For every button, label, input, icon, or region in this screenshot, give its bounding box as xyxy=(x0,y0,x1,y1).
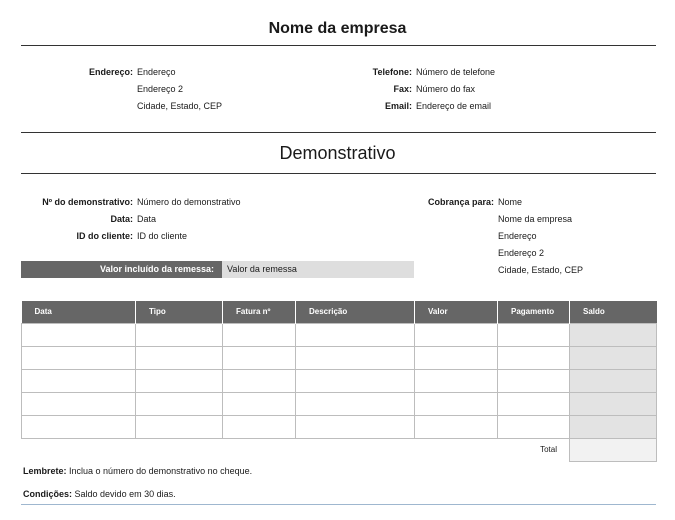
table-cell[interactable] xyxy=(22,392,136,415)
table-cell[interactable] xyxy=(498,392,570,415)
table-cell[interactable] xyxy=(136,392,223,415)
statement-number-label: Nº do demonstrativo: xyxy=(42,197,133,207)
company-name: Nome da empresa xyxy=(268,20,407,37)
header-divider xyxy=(21,45,656,46)
email-value: Endereço de email xyxy=(416,101,492,111)
table-cell[interactable] xyxy=(498,323,570,346)
table-cell[interactable] xyxy=(296,392,415,415)
header-fatura: Fatura nº xyxy=(223,301,296,323)
footer-divider xyxy=(21,504,656,505)
remit-label: Valor incluído da remessa: xyxy=(21,261,222,278)
conditions-note xyxy=(23,489,176,499)
client-id-label: ID do cliente: xyxy=(76,231,133,241)
billing-line-1: Nome xyxy=(498,197,523,207)
table-cell[interactable] xyxy=(223,346,296,369)
billing-line-3: Endereço xyxy=(498,231,537,241)
header-saldo: Saldo xyxy=(570,301,657,323)
date-label: Data: xyxy=(110,214,133,224)
table-cell[interactable] xyxy=(415,415,498,438)
table-cell[interactable] xyxy=(296,323,415,346)
phone-value: Número de telefone xyxy=(416,67,496,77)
table-cell[interactable] xyxy=(415,369,498,392)
header-descricao: Descrição xyxy=(296,301,415,323)
info-divider xyxy=(21,132,656,133)
reminder-note xyxy=(23,466,252,476)
table-cell[interactable] xyxy=(22,346,136,369)
fax-label: Fax: xyxy=(393,84,412,94)
table-cell[interactable] xyxy=(136,369,223,392)
table-cell[interactable] xyxy=(22,415,136,438)
fax-value: Número do fax xyxy=(416,84,476,94)
header-tipo: Tipo xyxy=(136,301,223,323)
address-label: Endereço: xyxy=(88,67,133,77)
address-line-2: Endereço 2 xyxy=(137,84,184,94)
saldo-cell xyxy=(570,346,657,369)
billing-line-2: Nome da empresa xyxy=(498,214,573,224)
header-valor: Valor xyxy=(415,301,498,323)
conditions-text: Saldo devido em 30 dias. xyxy=(74,489,176,499)
statement-table xyxy=(21,301,657,462)
saldo-cell xyxy=(570,415,657,438)
statement-number-value: Número do demonstrativo xyxy=(137,197,241,207)
table-row xyxy=(22,323,657,346)
email-label: Email: xyxy=(384,101,412,111)
total-row xyxy=(22,438,657,461)
billing-line-5: Cidade, Estado, CEP xyxy=(498,265,584,275)
table-cell[interactable] xyxy=(136,346,223,369)
table-cell[interactable] xyxy=(22,323,136,346)
table-row xyxy=(22,369,657,392)
table-cell[interactable] xyxy=(415,323,498,346)
table-row xyxy=(22,415,657,438)
total-label: Total xyxy=(540,445,557,455)
total-value-cell xyxy=(570,438,657,461)
table-cell[interactable] xyxy=(296,369,415,392)
table-cell[interactable] xyxy=(223,323,296,346)
title-divider xyxy=(21,173,656,174)
table-cell[interactable] xyxy=(498,369,570,392)
billing-line-4: Endereço 2 xyxy=(498,248,545,258)
table-row xyxy=(22,392,657,415)
document-title: Demonstrativo xyxy=(279,143,396,163)
saldo-cell xyxy=(570,323,657,346)
header-data: Data xyxy=(22,301,136,323)
client-id-value: ID do cliente xyxy=(137,231,188,241)
billing-label: Cobrança para: xyxy=(427,197,494,207)
reminder-text: Inclua o número do demonstrativo no cheque. xyxy=(69,466,253,476)
remit-value: Valor da remessa xyxy=(222,261,414,278)
table-cell[interactable] xyxy=(415,346,498,369)
date-value: Data xyxy=(137,214,157,224)
table-cell[interactable] xyxy=(223,392,296,415)
address-line-3: Cidade, Estado, CEP xyxy=(137,101,223,111)
saldo-cell xyxy=(570,369,657,392)
table-cell[interactable] xyxy=(296,346,415,369)
table-header-row xyxy=(22,301,657,323)
table-cell[interactable] xyxy=(136,415,223,438)
header-pagamento: Pagamento xyxy=(498,301,570,323)
address-line-1: Endereço xyxy=(137,67,176,77)
table-cell[interactable] xyxy=(22,369,136,392)
table-cell[interactable] xyxy=(498,415,570,438)
table-cell[interactable] xyxy=(223,415,296,438)
saldo-cell xyxy=(570,392,657,415)
table-row xyxy=(22,346,657,369)
phone-label: Telefone: xyxy=(372,67,412,77)
table-cell[interactable] xyxy=(498,346,570,369)
reminder-label: Lembrete: xyxy=(23,466,67,476)
table-cell[interactable] xyxy=(415,392,498,415)
table-cell[interactable] xyxy=(136,323,223,346)
conditions-label: Condições: xyxy=(23,489,73,499)
table-cell[interactable] xyxy=(296,415,415,438)
table-cell[interactable] xyxy=(223,369,296,392)
